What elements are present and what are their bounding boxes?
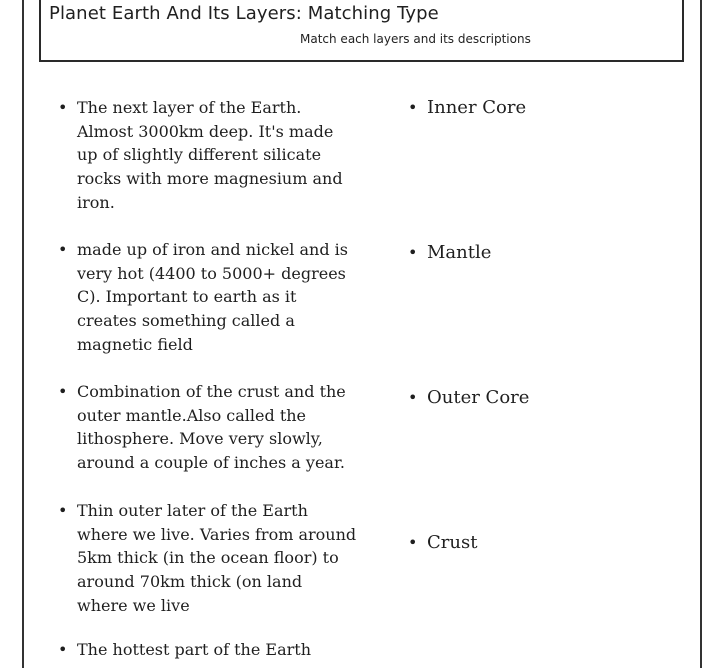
term-item: • Outer Core [408,386,677,410]
page-subtitle: Match each layers and its descriptions [300,32,531,46]
term-item: • Inner Core [408,96,677,120]
term-item: • Crust [408,531,677,555]
description-item: • made up of iron and nickel and is very hot (4400 to 5000+ degrees C). Important to earth as it creates something called a magnetic field [58,238,357,357]
description-item: • Combination of the crust and the outer mantle.Also called the lithosphere. Move very slowly, around a couple of inches a year. [58,380,357,475]
description-item: • Thin outer later of the Earth where we live. Varies from around 5km thick (in the ocean floor) to around 70km thick (on land where we live [58,499,357,618]
description-item: • The hottest part of the Earth [58,638,357,662]
description-item: • The next layer of the Earth. Almost 3000km deep. It's made up of slightly different silicate rocks with more magnesium and iron. [58,96,357,215]
header-box [39,0,684,62]
term-item: • Mantle [408,241,677,265]
page-title: Planet Earth And Its Layers: Matching Type [49,3,439,24]
